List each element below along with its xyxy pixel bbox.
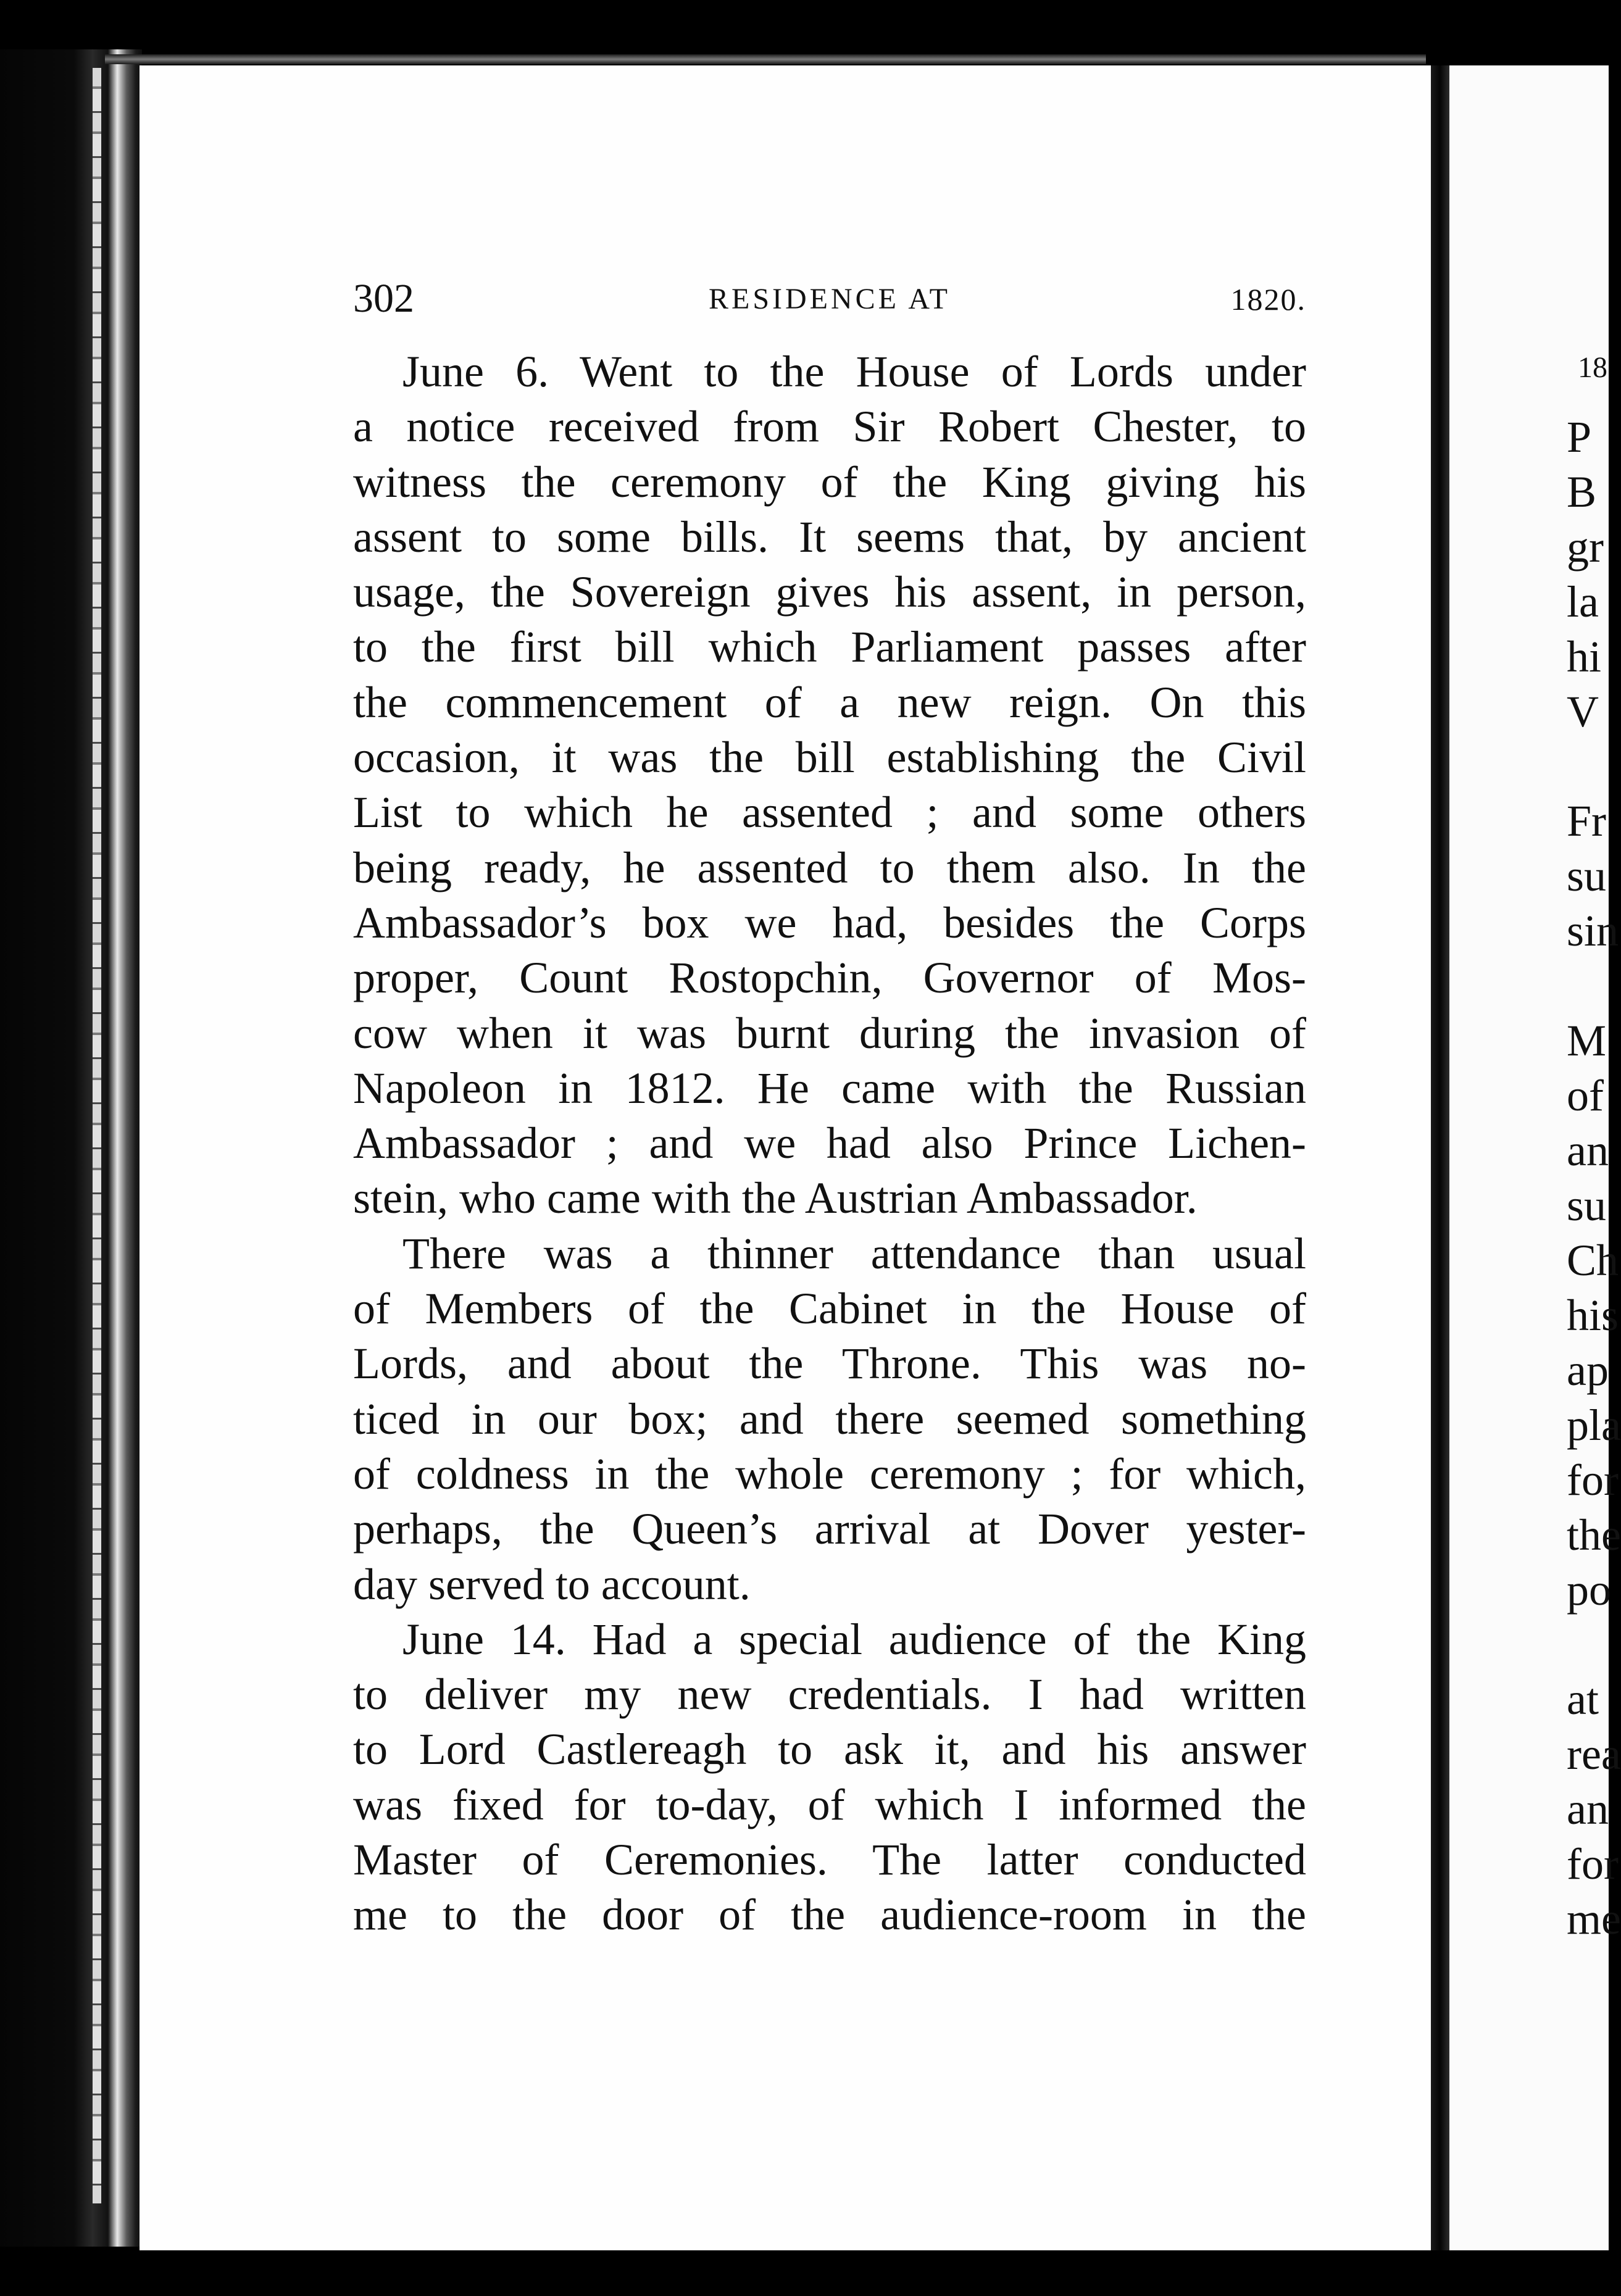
book-binding-gutter	[0, 49, 142, 2247]
text-line: usage, the Sovereign gives his assent, in person,	[353, 567, 1306, 617]
facing-line-fragment: hi	[1567, 632, 1602, 681]
facing-page-fragment	[1449, 65, 1621, 2250]
page-edge-stack	[93, 68, 101, 2203]
text-line: being ready, he assented to them also. In the	[353, 842, 1306, 892]
text-line: proper, Count Rostopchin, Governor of Mos-	[353, 953, 1306, 1003]
facing-line-fragment: at	[1567, 1674, 1599, 1724]
body-text	[353, 344, 1306, 1943]
top-page-edge	[105, 54, 1426, 64]
text-line: There was a thinner attendance than usual	[402, 1228, 1306, 1278]
facing-page-head: 18	[1578, 351, 1607, 384]
text-line: was fixed for to-day, of which I informed the	[353, 1779, 1306, 1829]
text-line: to deliver my new credentials. I had written	[353, 1670, 1306, 1720]
text-line: June 6. Went to the House of Lords under	[402, 347, 1306, 396]
text-line: of Members of the Cabinet in the House of	[353, 1284, 1306, 1334]
facing-line-fragment: the	[1567, 1510, 1621, 1560]
facing-line-fragment: for	[1567, 1839, 1619, 1889]
facing-line-fragment: Fr	[1567, 796, 1607, 846]
text-line: Ambassador’s box we had, besides the Corps	[353, 897, 1306, 947]
facing-line-fragment: me	[1567, 1894, 1621, 1944]
text-line: a notice received from Sir Robert Chester, to	[353, 402, 1306, 452]
facing-line-fragment: M	[1567, 1016, 1607, 1065]
facing-line-fragment: po	[1567, 1565, 1611, 1615]
facing-line-fragment: V	[1567, 687, 1599, 736]
text-line: stein, who came with the Austrian Ambassador.	[353, 1173, 1198, 1223]
text-line: assent to some bills. It seems that, by ancient	[353, 512, 1306, 562]
facing-line-fragment: su	[1567, 851, 1607, 901]
facing-line-fragment: su	[1567, 1181, 1607, 1230]
facing-line-fragment: rea	[1567, 1729, 1621, 1779]
facing-line-fragment: an	[1567, 1126, 1609, 1175]
running-year: 1820.	[1230, 282, 1306, 317]
text-line: to the first bill which Parliament passes after	[353, 622, 1306, 672]
facing-line-fragment: ap	[1567, 1346, 1609, 1395]
running-title: RESIDENCE AT	[708, 283, 951, 315]
facing-line-fragment: P	[1567, 412, 1592, 462]
running-head	[353, 274, 1306, 323]
text-line: of coldness in the whole ceremony ; for which,	[353, 1449, 1306, 1499]
facing-line-fragment: for	[1567, 1455, 1619, 1505]
facing-line-fragment: B	[1567, 467, 1597, 517]
text-line: Master of Ceremonies. The latter conducted	[353, 1835, 1306, 1885]
text-line: cow when it was burnt during the invasion of	[353, 1008, 1306, 1058]
facing-line-fragment: of	[1567, 1071, 1604, 1120]
facing-line-fragment: gr	[1567, 522, 1604, 572]
text-line: witness the ceremony of the King giving his	[353, 457, 1306, 507]
text-line: perhaps, the Queen’s arrival at Dover yester-	[353, 1504, 1306, 1554]
text-line: June 14. Had a special audience of the King	[402, 1614, 1306, 1664]
facing-line-fragment: la	[1567, 577, 1599, 626]
text-line: the commencement of a new reign. On this	[353, 677, 1306, 727]
facing-line-fragment: an	[1567, 1784, 1609, 1834]
facing-line-fragment: pla	[1567, 1400, 1621, 1450]
text-line: ticed in our box; and there seemed something	[353, 1394, 1306, 1444]
text-line: to Lord Castlereagh to ask it, and his answer	[353, 1724, 1306, 1774]
text-line: Lords, and about the Throne. This was no-	[353, 1339, 1306, 1389]
spine-shadow	[1431, 65, 1449, 2250]
text-line: List to which he assented ; and some others	[353, 788, 1306, 838]
text-line: me to the door of the audience-room in the	[353, 1890, 1306, 1940]
text-line: Napoleon in 1812. He came with the Russian	[353, 1063, 1306, 1113]
text-line: day served to account.	[353, 1559, 751, 1609]
page-number: 302	[353, 276, 414, 321]
text-line: occasion, it was the bill establishing the Civil	[353, 733, 1306, 783]
text-line: Ambassador ; and we had also Prince Lichen-	[353, 1118, 1306, 1168]
facing-line-fragment: Ch	[1567, 1236, 1619, 1285]
facing-line-fragment: his	[1567, 1291, 1619, 1340]
facing-line-fragment: sin	[1567, 906, 1619, 955]
